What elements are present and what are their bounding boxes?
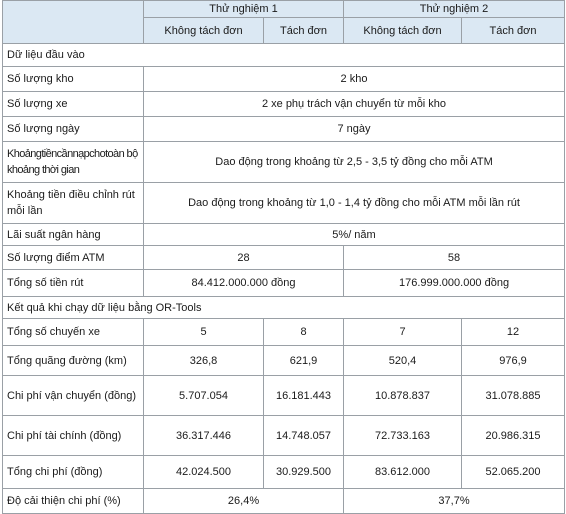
total-cost-t2-no-split: 83.612.000	[344, 456, 462, 489]
header-corner	[3, 1, 144, 44]
row-value-withdrawal-adjust: Dao động trong khoảng từ 1,0 - 1,4 tỷ đồng cho mỗi ATM mỗi lần rút	[144, 183, 565, 224]
row-label-total-withdrawn: Tổng số tiền rút	[3, 270, 144, 297]
total-withdrawn-t1: 84.412.000.000 đồng	[144, 270, 344, 297]
total-withdrawn-t2: 176.999.000.000 đồng	[344, 270, 565, 297]
distance-t1-no-split: 326,8	[144, 346, 264, 376]
row-label-improvement: Độ cải thiện chi phí (%)	[3, 489, 144, 514]
transport-cost-t2-no-split: 10.878.837	[344, 376, 462, 416]
row-label-interest-rate: Lãi suất ngân hàng	[3, 224, 144, 246]
row-label-transport-cost: Chi phí vận chuyển (đồng)	[3, 376, 144, 416]
atm-count-t2: 58	[344, 246, 565, 270]
distance-t2-no-split: 520,4	[344, 346, 462, 376]
row-value-warehouses: 2 kho	[144, 67, 565, 92]
transport-cost-t2-split: 31.078.885	[462, 376, 565, 416]
atm-count-t1: 28	[144, 246, 344, 270]
header-t2-split: Tách đơn	[462, 18, 565, 44]
row-label-warehouses: Số lượng kho	[3, 67, 144, 92]
distance-t2-split: 976,9	[462, 346, 565, 376]
row-value-vehicles: 2 xe phụ trách vận chuyển từ mỗi kho	[144, 92, 565, 117]
row-label-total-cost: Tổng chi phí (đồng)	[3, 456, 144, 489]
total-cost-t1-split: 30.929.500	[264, 456, 344, 489]
row-label-refill-amount: Khoảngtiềncầnnạpchotoàn bộ khoảng thời gian	[3, 142, 144, 183]
row-label-vehicles: Số lượng xe	[3, 92, 144, 117]
transport-cost-t1-no-split: 5.707.054	[144, 376, 264, 416]
row-value-refill-amount: Dao động trong khoảng từ 2,5 - 3,5 tỷ đồng cho mỗi ATM	[144, 142, 565, 183]
row-value-days: 7 ngày	[144, 117, 565, 142]
header-t1-split: Tách đơn	[264, 18, 344, 44]
header-t2-no-split: Không tách đơn	[344, 18, 462, 44]
section-input: Dữ liệu đầu vào	[3, 44, 565, 67]
distance-t1-split: 621,9	[264, 346, 344, 376]
header-trial-1: Thử nghiệm 1	[144, 1, 344, 18]
row-label-financial-cost: Chi phí tài chính (đồng)	[3, 416, 144, 456]
improvement-t1: 26,4%	[144, 489, 344, 514]
header-t1-no-split: Không tách đơn	[144, 18, 264, 44]
row-label-atm-count: Số lượng điểm ATM	[3, 246, 144, 270]
financial-cost-t2-split: 20.986.315	[462, 416, 565, 456]
row-value-interest-rate: 5%/ năm	[144, 224, 565, 246]
row-label-trips: Tổng số chuyến xe	[3, 319, 144, 346]
trips-t2-split: 12	[462, 319, 565, 346]
financial-cost-t1-no-split: 36.317.446	[144, 416, 264, 456]
header-trial-2: Thử nghiệm 2	[344, 1, 565, 18]
row-label-withdrawal-adjust: Khoảng tiền điều chỉnh rút mỗi lần	[3, 183, 144, 224]
total-cost-t1-no-split: 42.024.500	[144, 456, 264, 489]
section-results: Kết quả khi chạy dữ liệu bằng OR-Tools	[3, 297, 565, 319]
row-label-distance: Tổng quãng đường (km)	[3, 346, 144, 376]
row-label-days: Số lượng ngày	[3, 117, 144, 142]
trips-t2-no-split: 7	[344, 319, 462, 346]
financial-cost-t1-split: 14.748.057	[264, 416, 344, 456]
transport-cost-t1-split: 16.181.443	[264, 376, 344, 416]
results-table	[2, 0, 565, 514]
improvement-t2: 37,7%	[344, 489, 565, 514]
trips-t1-no-split: 5	[144, 319, 264, 346]
financial-cost-t2-no-split: 72.733.163	[344, 416, 462, 456]
total-cost-t2-split: 52.065.200	[462, 456, 565, 489]
trips-t1-split: 8	[264, 319, 344, 346]
